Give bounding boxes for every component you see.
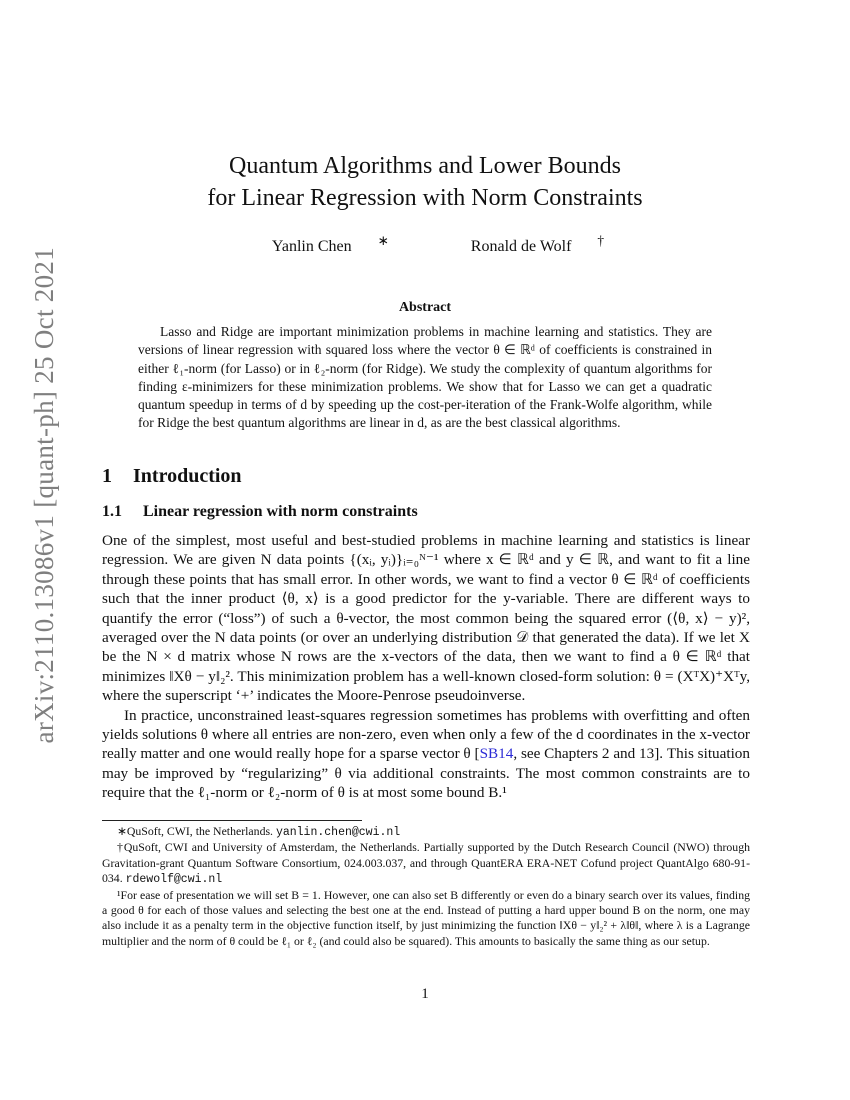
arxiv-stamp-text: arXiv:2110.13086v1 [quant-ph] 25 Oct 2021 bbox=[29, 246, 59, 744]
subsection-number: 1.1 bbox=[102, 503, 122, 520]
author-1-name: Yanlin Chen bbox=[271, 238, 352, 256]
paper-title bbox=[100, 150, 750, 214]
paragraph-2-start: In practice, unconstrained least-squares regression sometimes has problems with overfitting and often yields solutions θ where all entries are non-zero, even when only a few of the d coordinates in the x-vector really matter and one would really hope for a sparse vector θ [ bbox=[102, 706, 750, 763]
footnote-author-2 bbox=[102, 840, 750, 887]
author-2 bbox=[445, 233, 604, 256]
citation-link[interactable]: SB14 bbox=[479, 745, 514, 763]
paragraph-2 bbox=[102, 706, 750, 803]
body-text bbox=[102, 531, 750, 803]
author-2-name: Ronald de Wolf bbox=[470, 238, 572, 256]
author-1-mark: ∗ bbox=[377, 233, 389, 248]
author-1 bbox=[246, 233, 389, 256]
abstract-text: Lasso and Ridge are important minimization problems in machine learning and statistics. They are versions of linear regression with squared loss where the vector θ ∈ ℝᵈ of coefficients is constrained in either ℓ₁-norm (for Lasso) or in ℓ₂-norm (for Ridge). We study the complexity of quantum algorithms for finding ε-minimizers for these minimization problems. We show that for Lasso we can get a quadratic quantum speedup in terms of d by speeding up the cost-per-iteration of the Frank-Wolfe algorithm, while for Ridge the best quantum algorithms are linear in d, as are the best classical algorithms. bbox=[138, 324, 712, 431]
email-author-2[interactable]: rdewolf@cwi.nl bbox=[125, 873, 223, 887]
footnote-author-1 bbox=[102, 824, 750, 840]
subsection-heading bbox=[102, 503, 418, 521]
email-author-1[interactable]: yanlin.chen@cwi.nl bbox=[275, 826, 401, 839]
footnote-1: ¹For ease of presentation we will set B = 1. However, one can also set B differently or even do a binary search over its values, finding a good θ for each of those values and selecting the best one at the end. Instead of putting a hard upper bound B on the norm, one may also include it as a penalty term in the objective function itself, by just minimizing the function ‖Xθ − y‖₂² + λ‖θ‖, where λ is a Lagrange multiplier and the norm of θ could be ℓ₁ or ℓ₂ (and could also be squared). This amounts to basically the same thing as our setup. bbox=[102, 887, 750, 948]
abstract-heading: Abstract bbox=[398, 300, 452, 315]
paragraph-2-end: , see Chapters 2 and 13]. This situation may be improved by “regularizing” θ via additional constraints. The most common constraints are to require that the ℓ₁-norm or ℓ₂-norm of θ is at most some bound B.¹ bbox=[102, 745, 750, 802]
subsection-title: Linear regression with norm constraints bbox=[143, 503, 418, 520]
footnote-rule bbox=[102, 820, 362, 821]
author-2-mark: † bbox=[597, 233, 605, 248]
page-number: 1 bbox=[421, 986, 429, 1002]
title-line-1: Quantum Algorithms and Lower Bounds bbox=[229, 153, 621, 179]
title-line-2: for Linear Regression with Norm Constraints bbox=[207, 185, 643, 211]
footnote-2-text: †QuSoft, CWI and University of Amsterdam, the Netherlands. Partially supported by the Dutch Research Council (NWO) through Gravitation-grant Quantum Software Consortium, 024.003.037, and through QuantERA ERA-NET Cofund project QuantAlgo 680-91-034. bbox=[102, 840, 750, 886]
section-title: Introduction bbox=[133, 465, 242, 487]
footnotes bbox=[102, 824, 750, 949]
section-number: 1 bbox=[102, 465, 112, 487]
section-heading bbox=[102, 465, 242, 488]
arxiv-identifier bbox=[22, 246, 67, 744]
footnote-1-text: ∗QuSoft, CWI, the Netherlands. bbox=[117, 824, 276, 838]
paragraph-1: One of the simplest, most useful and best-studied problems in machine learning and statistics is linear regression. We are given N data points {(xᵢ, yᵢ)}ᵢ₌₀ᴺ⁻¹ where x ∈ ℝᵈ and y ∈ ℝ, and want to fit a line through these points that has small error. In other words, we want to find a vector θ ∈ ℝᵈ of coefficients such that the inner product ⟨θ, x⟩ is a good predictor for the y-variable. There are different ways to quantify the error (“loss”) of such a θ-vector, the most common being the squared error (⟨θ, x⟩ − y)², averaged over the N data points (or over an underlying distribution 𝒟 that generated the data). If we let X be the N × d matrix whose N rows are the x-vectors of the data, then we want to find a θ ∈ ℝᵈ that minimizes ‖Xθ − y‖₂². This minimization problem has a well-known closed-form solution: θ = (XᵀX)⁺Xᵀy, where the superscript ‘+’ indicates the Moore-Penrose pseudoinverse. bbox=[102, 532, 750, 705]
author-list bbox=[100, 233, 750, 256]
